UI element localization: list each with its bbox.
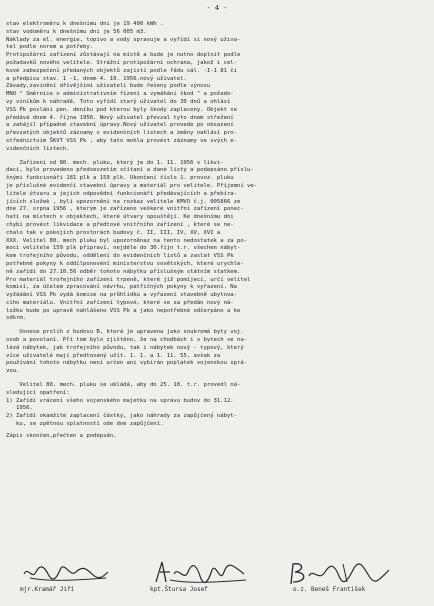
- text-line: Náklady za el. energie, topivo a vody spravuje a vyřídí si nový uživa-: [6, 36, 241, 43]
- paragraph-utilities-and-handover: [6, 21, 426, 154]
- text-line: cího materiálu. Vnitřní zařízení typové, které se za předán nový ná-: [6, 299, 234, 306]
- page-number: - 4 -: [206, 4, 228, 12]
- paragraph-80th-regiment-furniture: [6, 160, 426, 324]
- text-line: osob a povolaní. Při tom bylo zjištěno, že na chodbách i v bytech se na-: [6, 337, 248, 344]
- text-line: požadavků nového velitele. Strážní protipožární ochrana, jakož i cel-: [6, 59, 237, 66]
- text-line: více uživatelé mají předtovaný užít. 1. 1. a 1. 11. 55, avšak za: [6, 352, 221, 359]
- text-line: ložku bude po upravě nahlášeno VSS Pk a jako nepotřebné odčerpáno a ke: [6, 307, 241, 314]
- text-line: používání tohoto nábytku není určen ani vybírán poplatek vojenskou sprá-: [6, 360, 248, 367]
- text-line: šnými funkcionáři 181 plk a 159 plk. Ukončení číslo 1. provoz. pluku: [6, 175, 234, 182]
- text-line: MNO " Směrnice o administrativním řízení a vymáhání škod " a požado-: [6, 91, 234, 98]
- paragraph-building-b-inspection: [6, 329, 426, 376]
- text-line: VSS Pk poslání pen. deníku pod kterou byly škody zaplaceny. Objekt se: [6, 106, 237, 113]
- text-line: daci, bylo provedeno předsevzetím sčítaní a dané listy a podepsáno příslu-: [6, 167, 254, 174]
- text-line: vou.: [6, 368, 20, 375]
- text-line: kové zabezpečení předaných objektů zajistí podle řádu sál. -I-1 81 či: [6, 67, 237, 74]
- text-line: Protipožární zařízení zůstávají na místě a bude je nutno doplnit podle: [6, 52, 241, 59]
- text-line: XXX. Velitel 80. mech pluku byl upozorněnaz na tento nedostatek a za po-: [6, 237, 248, 244]
- text-line: převzatých objektů záznamy v evidenčních listech a změny nahlásí pro-: [6, 130, 237, 137]
- text-line: chybí provést likvidace a předtové vnitřního zařízení , které se ne-: [6, 221, 234, 228]
- text-line: stav elektroměru k dnešnímu dni je 19 490 kWh .: [6, 21, 164, 27]
- closing-statement: Zápis skončen,přečten a podepsán.: [6, 432, 117, 439]
- text-line: a předpisu stav. 1 -1, dnem 4. 10. 1956.nový uživatel.: [6, 75, 187, 82]
- list-item: 1) Zařídí vrácení všeho vojenského majetku na správu budov do 31.12.: [6, 397, 234, 404]
- signatory-name: mjr.Kramář Jiří: [20, 586, 75, 593]
- text-line: dne 27. srpna 1956 , kterým je zařízeno veškeré vnitřní zařízení ponec-: [6, 206, 244, 213]
- document-body: [6, 21, 426, 441]
- signature-block: [0, 560, 434, 604]
- text-line: předává dnem 4. října 1956. Nový uživatel převzal tyto dnem střežení: [6, 114, 234, 121]
- text-line: litele útvaru a jejich odpovědní funkcionáři předávajících a přebíra-: [6, 190, 237, 197]
- text-line: sdkrm.: [6, 315, 27, 322]
- text-line: střednictvím ŠKVT VSS Pk , aby tato mohla provést záznamy ve svých e-: [6, 137, 237, 144]
- text-line: sledující opatření:: [6, 389, 70, 396]
- text-line: lézá nábytek, jak trofejního původu, tak i nábytek nový - typový, který: [6, 344, 244, 351]
- text-line: Usnese prolíh z budovu B, která je upravena jako soukromé byty voj.: [6, 329, 244, 336]
- text-line: tel podle norem a potřeby.: [6, 44, 94, 51]
- signature-benes: [285, 560, 395, 593]
- paragraph-measures: [6, 382, 426, 429]
- list-item: 1956.: [6, 405, 33, 412]
- handwritten-signature-icon: [20, 560, 112, 586]
- handwritten-signature-icon: [285, 560, 395, 588]
- text-line: Velitel 80. mech. pluku se ukládá, aby do 25. 10. t.r. provedl ná-: [6, 382, 241, 389]
- text-line: kem trofejního původu, oddělení do evidenčních listů a zaslat VSS Pk: [6, 253, 234, 260]
- text-line: hati na místech v objektech, které útvary opouštějí. Ke dnešnímu dni: [6, 214, 234, 221]
- text-line: a zahájil případné stavební úpravy.Nový uživatel provede po obsazení: [6, 122, 234, 129]
- signatory-name: kpt.Štursa Josef: [150, 586, 208, 593]
- text-line: vy viníkům k náhradě. Toto vyřídí starý uživatel do 30 dnů a ohlásí: [6, 98, 231, 105]
- text-line: Pro materiál trofejního zařízení trpeně, které již pomíjecí, určí velitel: [6, 276, 251, 283]
- text-line: je příslušné evidenčí stavební úpravy a materiál pro velitele. Příjemní ve-: [6, 182, 258, 189]
- list-item: ku, se zpětnou splatností ode dne zapůjčení.: [6, 421, 164, 428]
- handwritten-signature-icon: [150, 560, 250, 588]
- list-item: 2) Zařídí okamžité zaplacení částky, jako náhrady za zapůjčený nábyt-: [6, 413, 237, 420]
- text-line: moci velitele 159 plk připraví, nejdéle do 30.říjn t.r. všechen nábyt-: [6, 245, 241, 252]
- text-line: Zařízení od 80. mech. pluku, který je do 1. 11. 1956 v likvi-: [6, 159, 224, 166]
- text-line: jících složek , byli upozorněni na rozkaz velitele KMVO č.j. 005866 ze: [6, 198, 241, 205]
- text-line: potřebné pokyny k oddílponovéní ministerstvu sovětských, které urychle-: [6, 260, 244, 267]
- text-line: Závady,zavinění dřívějšími uživateli bude řešeny podle výnosu: [6, 83, 211, 90]
- text-line: ně zařídí do 27.10.56 odběr tohoto nábytku příslušným státním statkem.: [6, 268, 241, 275]
- text-line: chalo tak v pokojích prostorách budovy č. II, III, IV, XV, XVI a: [6, 229, 221, 236]
- text-line: stav vodoměru k dnešnímu dni je 56 005 m3.: [6, 28, 147, 35]
- signature-stursa: [150, 560, 250, 593]
- text-line: komisí, za účelem zpracování návrhu, patřičných pokyny k vyřazení. Na: [6, 284, 237, 291]
- signature-kramar: [20, 560, 112, 593]
- text-line: videnčních listech.: [6, 145, 70, 152]
- text-line: vyžádání VSS Pk vydá komise na průhlídku a vyřazení stavebně ubytova-: [6, 292, 237, 299]
- signatory-name: o.z. Beneš František: [293, 586, 366, 593]
- paragraph-closing: [6, 433, 426, 441]
